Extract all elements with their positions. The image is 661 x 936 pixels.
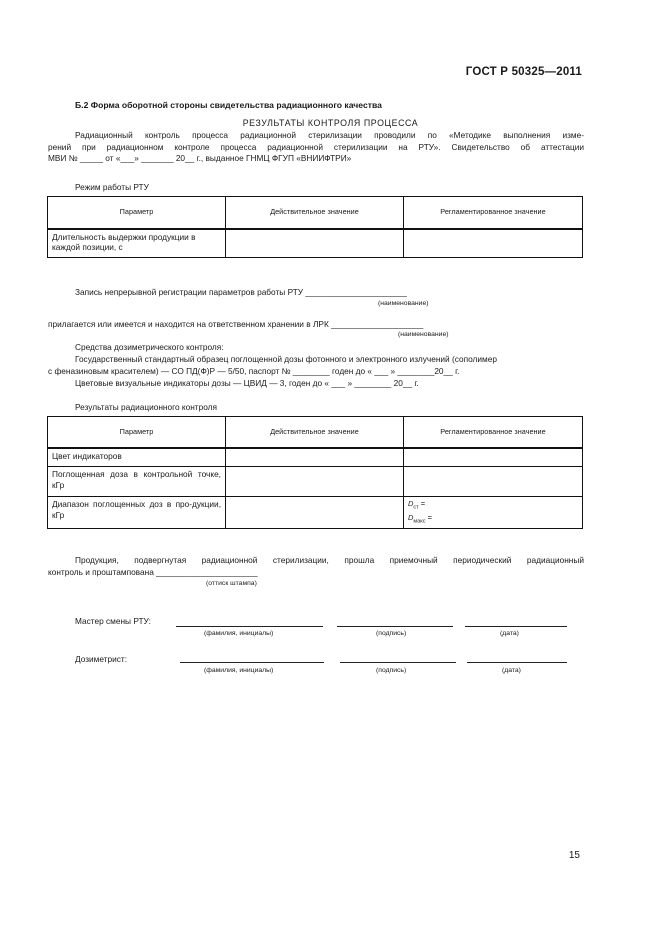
results-header-actual: Действительное значение bbox=[226, 417, 404, 448]
mode-table bbox=[47, 196, 583, 258]
results-row-actual[interactable] bbox=[226, 467, 404, 497]
dosimetry-line-4: Цветовые визуальные индикаторы дозы — ЦВИД — 3, годен до « ___ » ________ 20__ г. bbox=[75, 378, 419, 388]
registration-caption-1: (наименование) bbox=[378, 300, 429, 307]
master-role-label: Мастер смены РТУ: bbox=[75, 616, 151, 626]
registration-line-2: прилагается или имеется и находится на ответственном хранении в ЛРК ____________________ bbox=[48, 319, 424, 329]
stamp-caption: (оттиск штампа) bbox=[206, 580, 257, 587]
master-name-line[interactable] bbox=[176, 626, 323, 627]
mode-header-param: Параметр bbox=[48, 197, 226, 229]
dose-min-label: $D_{ст}$ = bbox=[408, 499, 426, 511]
dose-range-cell[interactable] bbox=[404, 497, 583, 529]
results-header-regulated: Регламентированное значение bbox=[404, 417, 583, 448]
mode-row-param: Длительность выдержки продукции в каждой позиции, с bbox=[48, 229, 226, 258]
dose-max-label: $D_{макс}$ = bbox=[408, 512, 432, 524]
results-title: Результаты радиационного контроля bbox=[75, 402, 217, 412]
conclusion-line-2: контроль и проштампована ______________________ bbox=[48, 567, 258, 577]
table-row bbox=[48, 229, 583, 258]
mode-header-regulated: Регламентированное значение bbox=[404, 197, 583, 229]
results-table-header bbox=[48, 417, 583, 448]
mode-header-actual: Действительное значение bbox=[226, 197, 404, 229]
results-row-actual[interactable] bbox=[226, 497, 404, 529]
intro-line-3: МВИ № _____ от «___» _______ 20__ г., выданное ГНМЦ ФГУП «ВНИИФТРИ» bbox=[48, 153, 352, 163]
master-name-caption: (фамилия, инициалы) bbox=[204, 630, 274, 637]
standard-number: ГОСТ Р 50325—2011 bbox=[465, 66, 582, 78]
master-signature-line[interactable] bbox=[337, 626, 453, 627]
registration-line-1: Запись непрерывной регистрации параметров работы РТУ ______________________ bbox=[75, 287, 407, 297]
mode-row-actual[interactable] bbox=[226, 229, 404, 258]
dosimetrist-signature-line[interactable] bbox=[340, 662, 456, 663]
conclusion-line-1: Продукция, подвергнутая радиационной стерилизации, прошла приемочный периодический радиационный bbox=[75, 555, 584, 565]
results-row-regulated[interactable] bbox=[404, 467, 583, 497]
form-title: РЕЗУЛЬТАТЫ КОНТРОЛЯ ПРОЦЕССА bbox=[242, 118, 419, 128]
dosimetrist-name-line[interactable] bbox=[180, 662, 324, 663]
dosimetrist-role-label: Дозиметрист: bbox=[75, 654, 128, 664]
dosimetrist-date-line[interactable] bbox=[467, 662, 567, 663]
mode-table-header bbox=[48, 197, 583, 229]
master-date-line[interactable] bbox=[465, 626, 567, 627]
dosimetrist-sign-caption: (подпись) bbox=[376, 667, 407, 674]
results-table bbox=[47, 416, 583, 529]
results-row-param: Цвет индикаторов bbox=[48, 448, 226, 467]
table-row bbox=[48, 467, 583, 497]
table-row bbox=[48, 497, 583, 529]
registration-caption-2: (наименование) bbox=[398, 331, 449, 338]
results-row-param: Поглощенная доза в контрольной точке, кГр bbox=[48, 467, 226, 497]
master-date-caption: (дата) bbox=[500, 630, 519, 637]
mode-row-regulated[interactable] bbox=[404, 229, 583, 258]
section-title: Б.2 Форма оборотной стороны свидетельства радиационного качества bbox=[75, 100, 382, 110]
dosimetry-line-1: Средства дозиметрического контроля: bbox=[75, 342, 224, 352]
dosimetrist-date-caption: (дата) bbox=[502, 667, 521, 674]
results-row-param: Диапазон поглощенных доз в про-дукции, кГр bbox=[48, 497, 226, 529]
dosimetry-line-2: Государственный стандартный образец поглощенной дозы фотонного и электронного излучений (сополимер bbox=[75, 354, 497, 364]
intro-paragraph bbox=[48, 130, 584, 165]
master-sign-caption: (подпись) bbox=[376, 630, 407, 637]
results-header-param: Параметр bbox=[48, 417, 226, 448]
intro-line-2: рений при радиационном контроле процесса радиационной стерилизации на РТУ». Свидетельство об аттестации bbox=[48, 141, 584, 152]
page-number: 15 bbox=[568, 850, 580, 861]
results-row-actual[interactable] bbox=[226, 448, 404, 467]
dosimetry-line-3: с феназиновым красителем) — СО ПД(Ф)Р — 5/50, паспорт № ________ годен до « ___ » ________20__ г. bbox=[48, 366, 460, 376]
dosimetrist-name-caption: (фамилия, инициалы) bbox=[204, 667, 274, 674]
intro-line-1: Радиационный контроль процесса радиационной стерилизации проводили по «Методике выполнения изме- bbox=[75, 130, 584, 140]
results-row-regulated[interactable] bbox=[404, 448, 583, 467]
mode-title: Режим работы РТУ bbox=[75, 182, 149, 192]
table-row bbox=[48, 448, 583, 467]
